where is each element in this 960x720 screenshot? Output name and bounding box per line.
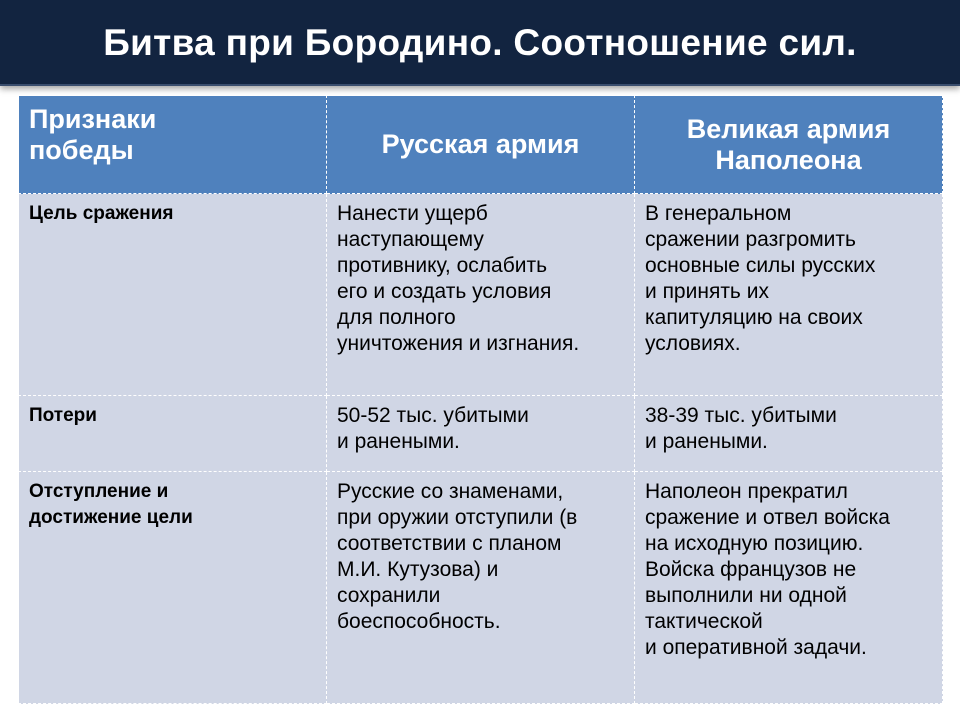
slide-title: Битва при Бородино. Соотношение сил.: [103, 22, 857, 63]
cell-russian: Нанести ущерб наступающему противнику, ослабить его и создать условия для полного уничтожения и изгнания.: [327, 194, 635, 396]
table-row: [19, 472, 943, 704]
comparison-table: [18, 95, 943, 704]
table-row: [19, 194, 943, 396]
cell-russian: Русские со знаменами, при оружии отступили (в соответствии с планом М.И. Кутузова) и сохранили боеспособность.: [327, 472, 635, 704]
cell-russian: 50-52 тыс. убитыми и ранеными.: [327, 396, 635, 472]
row-label: Цель сражения: [19, 194, 327, 396]
table-header-row: [19, 96, 943, 194]
row-label: Отступление и достижение цели: [19, 472, 327, 704]
table-row: [19, 396, 943, 472]
header-napoleon-army: Великая армия Наполеона: [635, 96, 943, 194]
cell-napoleon: В генеральном сражении разгромить основные силы русских и принять их капитуляцию на своих условиях.: [635, 194, 943, 396]
header-russian-army: Русская армия: [327, 96, 635, 194]
cell-napoleon: Наполеон прекратил сражение и отвел войска на исходную позицию. Войска французов не выполнили ни одной тактической и оперативной задачи.: [635, 472, 943, 704]
title-bar: [0, 0, 960, 86]
row-label: Потери: [19, 396, 327, 472]
header-criteria: Признаки победы: [19, 96, 327, 194]
cell-napoleon: 38-39 тыс. убитыми и ранеными.: [635, 396, 943, 472]
